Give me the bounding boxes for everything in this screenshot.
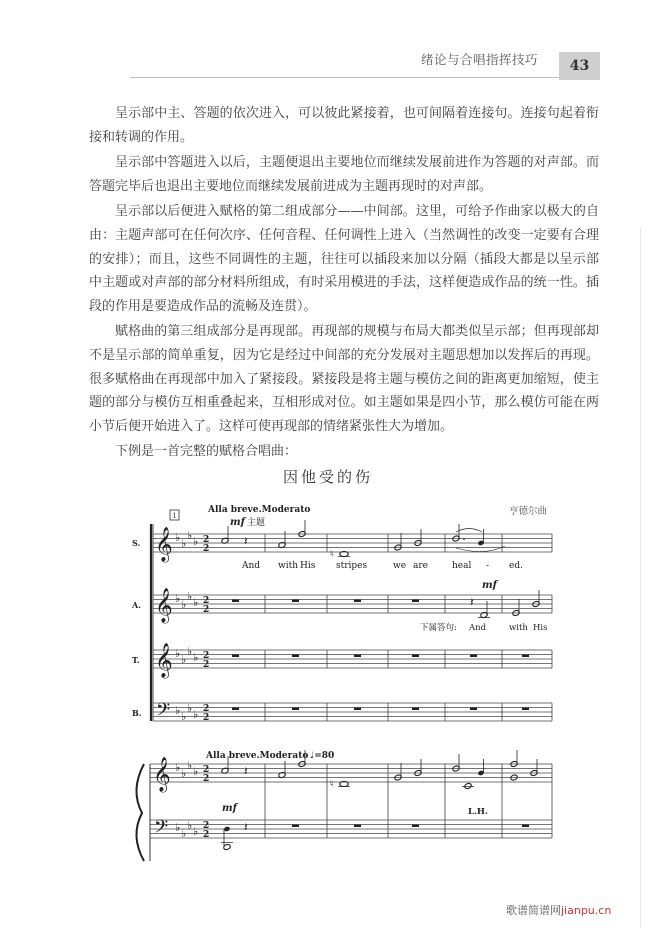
voice-label-alto: A. <box>132 600 141 610</box>
header-rule <box>130 77 600 78</box>
voice-label-soprano: S. <box>132 538 141 548</box>
svg-text:𝄽: 𝄽 <box>244 820 248 834</box>
svg-text:♭: ♭ <box>175 531 181 544</box>
chapter-title: 绪论与合唱指挥技巧 <box>420 52 538 67</box>
svg-text:♭: ♭ <box>175 761 181 774</box>
song-title: 因他受的伤 <box>282 468 373 486</box>
svg-text:♭: ♭ <box>187 529 193 542</box>
soprano-theme-label: 主题 <box>247 518 266 528</box>
svg-text:2: 2 <box>203 596 210 606</box>
lyric: His <box>533 623 548 633</box>
margin-rule <box>640 228 641 928</box>
paragraph: 下例是一首完整的赋格合唱曲： <box>115 444 298 460</box>
treble-clef-tenor: 𝄞 <box>155 643 173 678</box>
rehearsal-mark: 1 <box>172 512 177 520</box>
key-signatures <box>175 529 198 723</box>
svg-text:♭: ♭ <box>187 702 193 715</box>
svg-text:♭: ♭ <box>187 645 193 658</box>
svg-text:♭: ♭ <box>175 647 181 660</box>
staff-tenor <box>153 650 552 668</box>
svg-text:𝄽: 𝄽 <box>244 764 248 778</box>
svg-text:2: 2 <box>203 544 210 554</box>
svg-text:♭: ♭ <box>187 590 193 603</box>
svg-text:♭: ♭ <box>181 827 187 840</box>
paragraph: 呈示部以后便进入赋格的第二组成部分——中间部。这里，可给予作曲家以极大的自由：主题声部可在任何次序、任何音程、任何调性上进入（当然调性的改变一定要有合理的安排）；而且，这些不同调性的主题，往往可以插段来加以分隔（插段大都是以呈示部中主题或对声部的部分材料所组成，有时采用模进的手法，这样便造成作品的统一性。插段的作用是要造成作品的流畅及连贯）。 <box>89 204 599 314</box>
piano-key-signatures <box>175 759 198 840</box>
svg-text:♮: ♮ <box>330 779 334 790</box>
staff-piano-treble <box>150 764 552 782</box>
lyric: heal <box>452 561 472 571</box>
piano-tempo-marking: Alla breve.Moderato <box>206 751 309 761</box>
svg-text:2: 2 <box>203 774 210 784</box>
svg-text:2: 2 <box>203 605 210 615</box>
svg-text:♮: ♮ <box>330 549 334 560</box>
barlines-piano <box>265 764 552 838</box>
svg-text:♭: ♭ <box>193 708 199 721</box>
watermark-cn: 歌谱简谱网 <box>506 904 561 917</box>
tempo-marking: Alla breve.Moderato <box>208 505 311 515</box>
svg-text:♭: ♭ <box>193 765 199 778</box>
lyric: ed. <box>509 561 523 571</box>
svg-text:♭: ♭ <box>181 710 187 723</box>
svg-text:𝄽: 𝄽 <box>244 534 248 548</box>
watermark <box>506 902 611 918</box>
lyric: with <box>278 561 298 571</box>
svg-text:2: 2 <box>203 704 210 714</box>
staff-soprano <box>153 534 552 552</box>
svg-text:2: 2 <box>203 713 210 723</box>
piano-tempo-value: ♩=80 <box>310 751 335 761</box>
svg-text:2: 2 <box>203 535 210 545</box>
staff-bass <box>153 703 552 721</box>
svg-text:♭: ♭ <box>193 651 199 664</box>
svg-text:♭: ♭ <box>187 759 193 772</box>
svg-text:♭: ♭ <box>181 537 187 550</box>
svg-text:♭: ♭ <box>187 819 193 832</box>
lyric: And <box>242 561 261 571</box>
body-text <box>89 102 599 466</box>
time-signatures <box>203 535 209 723</box>
treble-clef-alto: 𝄞 <box>155 588 173 623</box>
alto-answer-label: 下属答句: <box>420 623 457 633</box>
voice-label-tenor: T. <box>132 655 140 665</box>
svg-text:♭: ♭ <box>181 598 187 611</box>
clefs <box>155 527 173 725</box>
svg-text:♭: ♭ <box>193 596 199 609</box>
svg-text:♭: ♭ <box>175 592 181 605</box>
paragraph: 赋格曲的第三组成部分是再现部。再现部的规模与布局大都类似呈示部；但再现部却不是呈示部的简单重复，因为它是经过中间部的充分发展对主题思想加以发挥后的再现。很多赋格曲在再现部中加入了紧接段。紧接段是将主题与模仿之间的距离更加缩短，使主题的部分与模仿互相重叠起来，互相形成对位。如主题如果是四小节，那么模仿可能在两小节后便开始进入了。这样可使再现部的情绪紧张性大为增加。 <box>89 324 599 434</box>
piano-clefs <box>153 757 171 842</box>
dynamic-mf-alto: mf <box>482 580 497 591</box>
lyric: with <box>509 623 528 633</box>
lyric: - <box>486 561 490 571</box>
svg-text:♭: ♭ <box>181 653 187 666</box>
lyric: And <box>469 623 487 633</box>
treble-clef-piano: 𝄞 <box>153 757 171 792</box>
bass-clef: 𝄢 <box>156 700 171 725</box>
svg-text:2: 2 <box>203 660 210 670</box>
svg-text:♭: ♭ <box>193 825 199 838</box>
music-score <box>120 498 560 898</box>
lyric: His <box>300 561 316 571</box>
svg-text:2: 2 <box>203 830 210 840</box>
lyric: we <box>393 561 407 571</box>
staff-alto <box>153 595 552 613</box>
dynamic-mf: mf <box>230 517 245 528</box>
piano-time-signatures <box>203 765 209 840</box>
page-number: 43 <box>559 52 600 80</box>
svg-text:♭: ♭ <box>181 767 187 780</box>
paragraph: 呈示部中答题进入以后，主题便退出主要地位而继续发展前进作为答题的对声部。而答题完毕后也退出主要地位而继续发展前进成为主题再现时的对声部。 <box>89 155 599 194</box>
svg-text:𝄽: 𝄽 <box>470 595 474 609</box>
svg-text:2: 2 <box>203 821 210 831</box>
paragraph: 呈示部中主、答题的依次进入，可以彼此紧接着，也可间隔着连接句。连接句起着衔接和转调的作用。 <box>89 106 599 145</box>
svg-text:2: 2 <box>203 765 210 775</box>
lyric: are <box>413 561 428 571</box>
running-header <box>0 44 600 80</box>
lyric: stripes <box>336 561 368 571</box>
composer: 亨德尔曲 <box>509 506 548 517</box>
voice-label-bass: B. <box>132 708 142 718</box>
svg-text:♭: ♭ <box>193 535 199 548</box>
svg-text:♭: ♭ <box>175 704 181 717</box>
svg-text:2: 2 <box>203 651 210 661</box>
watermark-latin: jianpu.cn <box>561 904 612 917</box>
left-hand-marking: L.H. <box>468 807 488 817</box>
svg-text:♭: ♭ <box>175 821 181 834</box>
staff-piano-bass <box>150 820 552 838</box>
bass-clef-piano: 𝄢 <box>154 817 169 842</box>
treble-clef-soprano: 𝄞 <box>155 527 173 562</box>
dynamic-mf-piano: mf <box>222 803 237 814</box>
soprano-lyrics <box>241 561 523 571</box>
piano-brace <box>136 764 144 861</box>
